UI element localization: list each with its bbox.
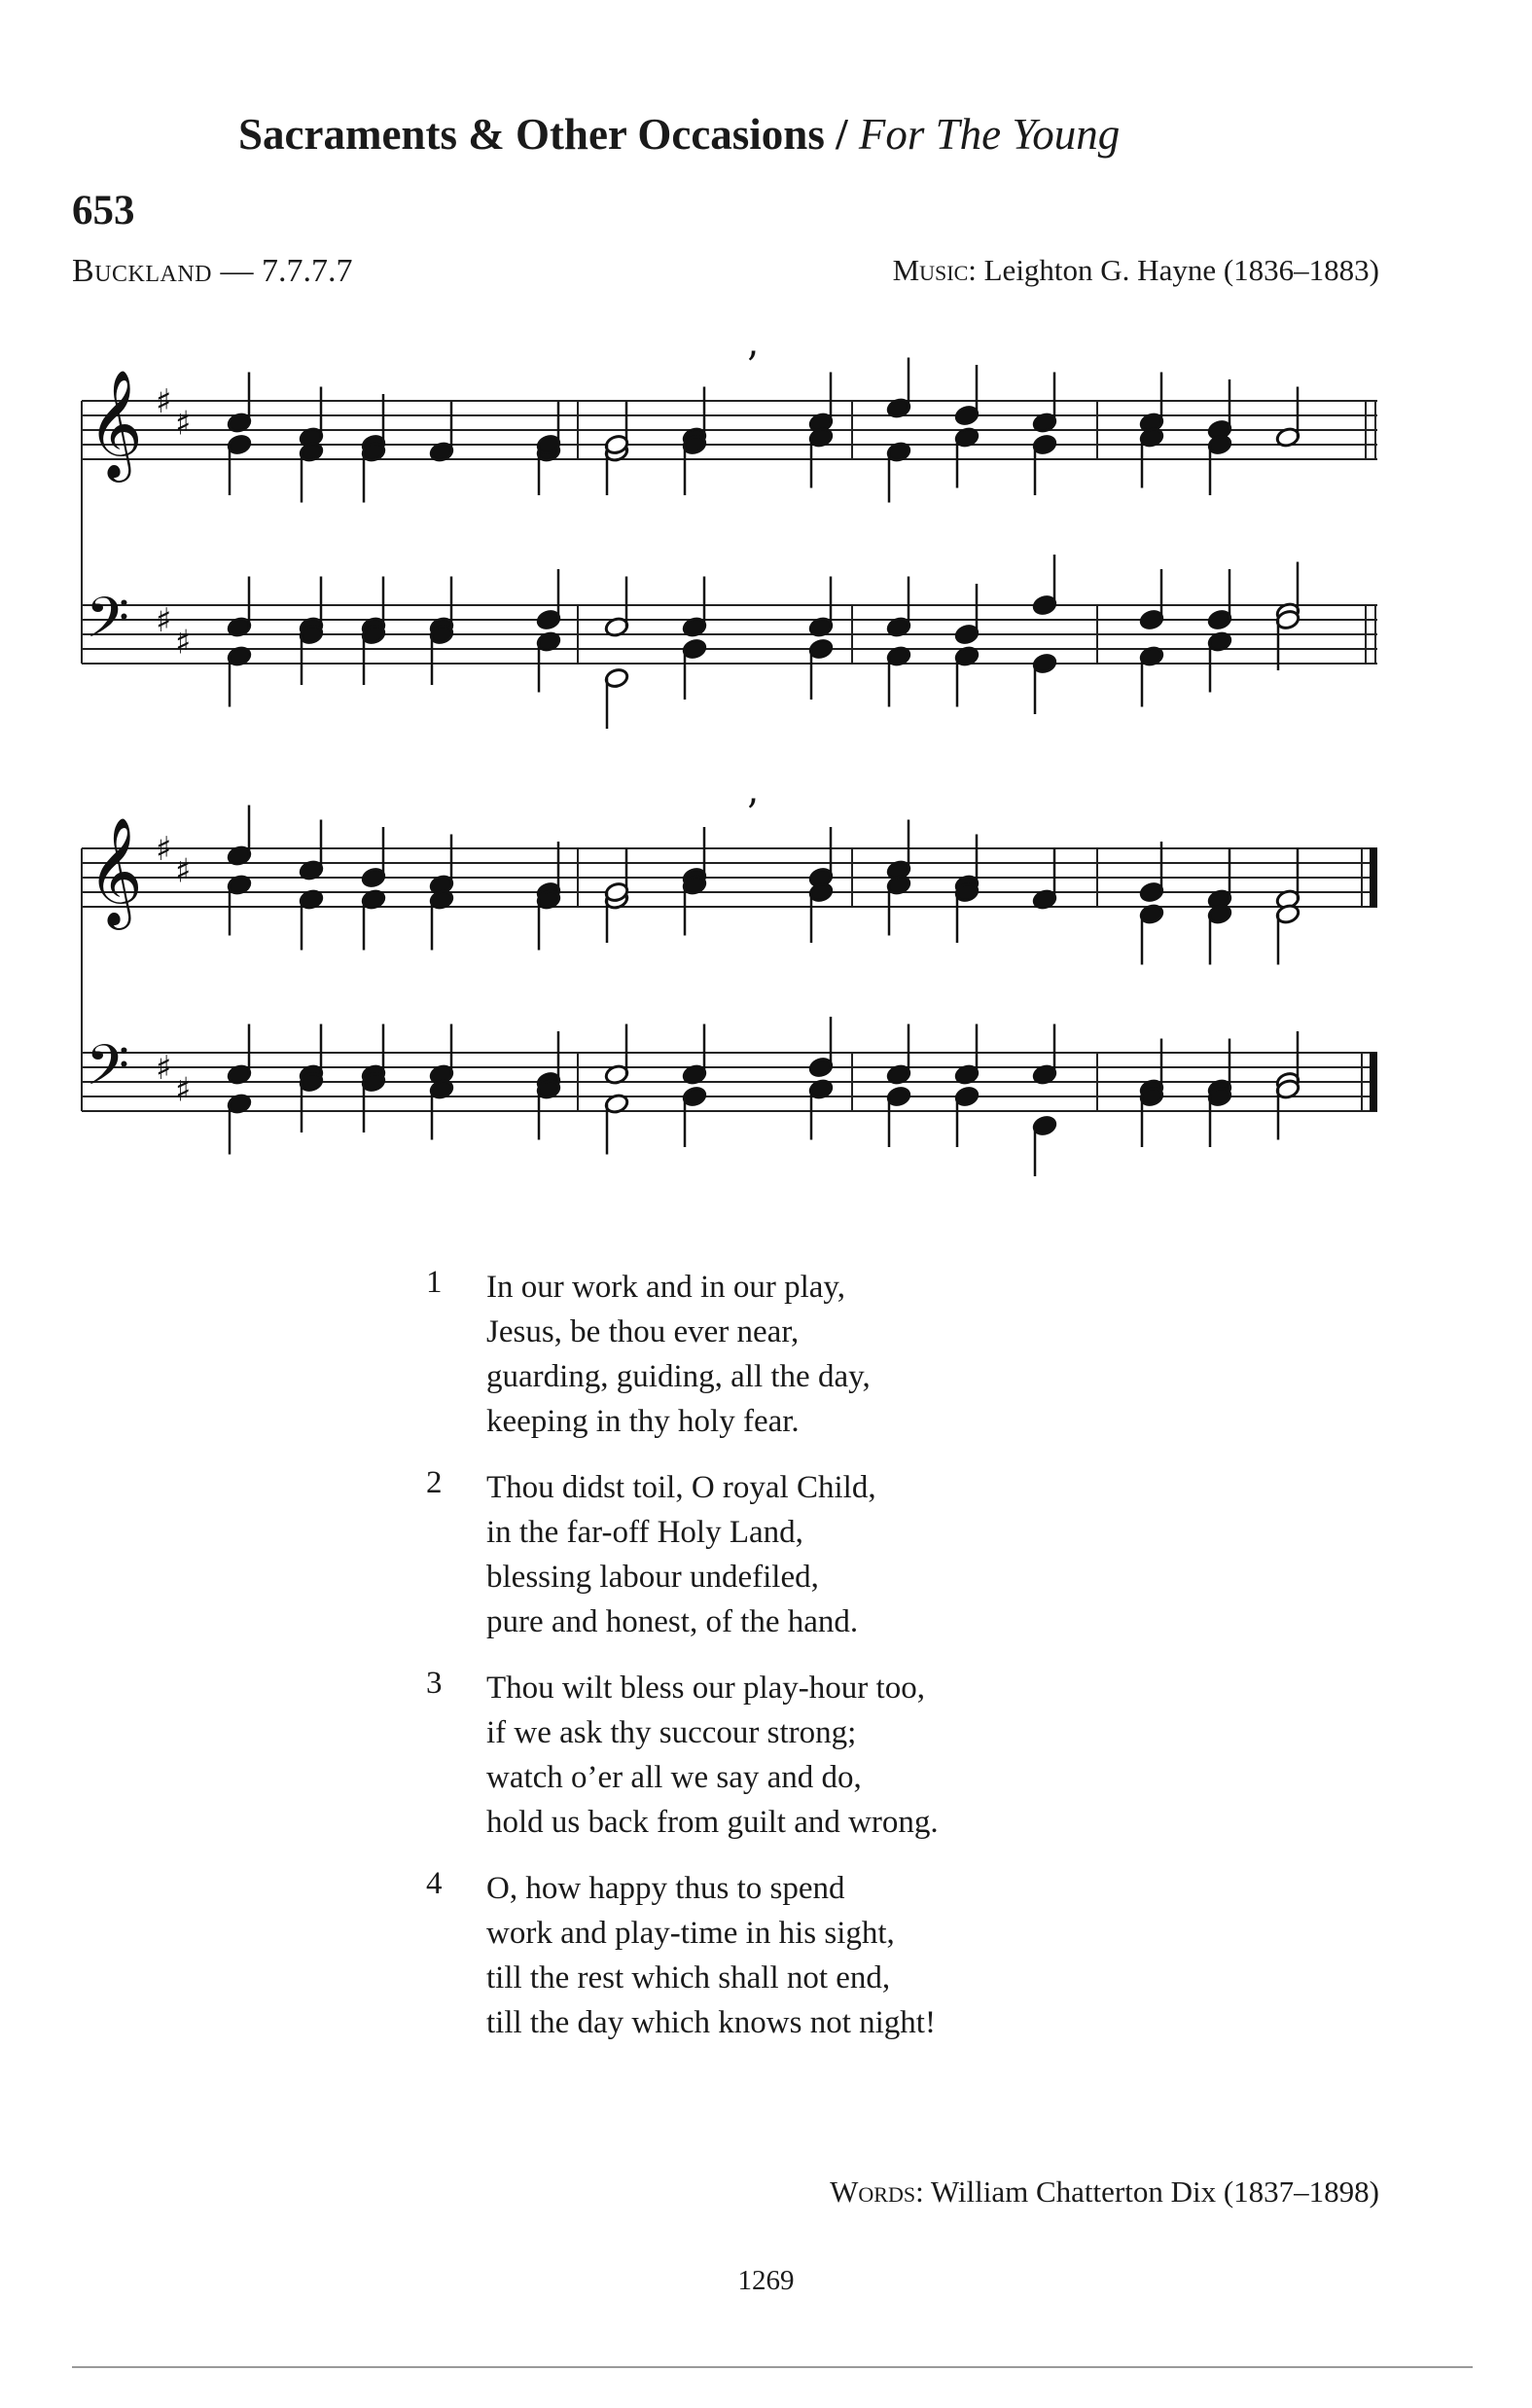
- page-number: 1269: [737, 2265, 795, 2296]
- music-score-image: [72, 788, 1387, 1197]
- tune-name: Buckland: [72, 253, 213, 289]
- heading-separator: /: [836, 110, 848, 159]
- verse-4: [426, 1866, 939, 2045]
- verse-number: 4: [426, 1866, 443, 1901]
- footer-rule: [72, 2366, 1473, 2368]
- verse-line: Thou didst toil, O royal Child,: [486, 1470, 876, 1505]
- subsection-title: For The Young: [858, 110, 1121, 159]
- section-heading: [238, 109, 1120, 160]
- verse-line: Thou wilt bless our play-hour too,: [486, 1671, 925, 1706]
- verse-number: 2: [426, 1465, 443, 1500]
- sharp-icon: ♯: [156, 601, 172, 640]
- sharp-icon: ♯: [156, 382, 172, 421]
- verse-line: work and play-time in his sight,: [486, 1916, 895, 1951]
- verse-number: 1: [426, 1265, 443, 1300]
- breath-mark-icon: ’: [746, 792, 759, 837]
- verses: [426, 1265, 939, 2067]
- breath-mark-icon: ’: [746, 344, 759, 389]
- sharp-icon: ♯: [175, 1070, 192, 1110]
- verse-line: O, how happy thus to spend: [486, 1871, 845, 1906]
- verse-line: blessing labour undefiled,: [486, 1560, 819, 1595]
- author: William Chatterton Dix (1837–1898): [930, 2174, 1379, 2209]
- verse-line: Jesus, be thou ever near,: [486, 1314, 800, 1349]
- music-label: Music:: [892, 253, 977, 287]
- verse-1: [426, 1265, 939, 1444]
- treble-clef-icon: 𝄞: [88, 369, 143, 478]
- verse-line: pure and honest, of the hand.: [486, 1604, 859, 1639]
- score-system-1: [72, 341, 1387, 749]
- hymn-number: 653: [72, 188, 135, 234]
- verse-line: keeping in thy holy fear.: [486, 1404, 800, 1439]
- final-barline-icon: [1370, 848, 1377, 907]
- treble-clef-icon: 𝄞: [88, 816, 143, 925]
- words-label: Words:: [830, 2174, 924, 2209]
- section-title: Sacraments & Other Occasions: [238, 110, 825, 159]
- verse-3: [426, 1666, 939, 1845]
- tune-dash: —: [220, 253, 254, 289]
- tune-line: [72, 253, 353, 290]
- sharp-icon: ♯: [175, 851, 192, 891]
- verse-line: guarding, guiding, all the day,: [486, 1359, 871, 1394]
- sharp-icon: ♯: [175, 623, 192, 663]
- sharp-icon: ♯: [156, 830, 172, 869]
- sharp-icon: ♯: [175, 404, 192, 444]
- final-barline-icon: [1370, 1053, 1377, 1111]
- sharp-icon: ♯: [156, 1049, 172, 1088]
- composer: Leighton G. Hayne (1836–1883): [983, 253, 1379, 287]
- music-score-image: [72, 341, 1387, 749]
- music-credit: [893, 253, 1379, 288]
- words-credit: [830, 2174, 1379, 2210]
- verse-line: till the rest which shall not end,: [486, 1960, 891, 1995]
- meter: 7.7.7.7: [262, 253, 353, 289]
- verse-line: In our work and in our play,: [486, 1270, 846, 1305]
- verse-line: watch o’er all we say and do,: [486, 1760, 862, 1795]
- bass-clef-icon: 𝄢: [86, 1032, 130, 1112]
- score-system-2: [72, 788, 1387, 1197]
- verse-line: in the far-off Holy Land,: [486, 1515, 803, 1550]
- bass-clef-icon: 𝄢: [86, 585, 130, 665]
- verse-2: [426, 1465, 939, 1644]
- verse-line: till the day which knows not night!: [486, 2005, 936, 2040]
- verse-line: if we ask thy succour strong;: [486, 1715, 857, 1750]
- verse-number: 3: [426, 1666, 443, 1701]
- verse-line: hold us back from guilt and wrong.: [486, 1805, 939, 1840]
